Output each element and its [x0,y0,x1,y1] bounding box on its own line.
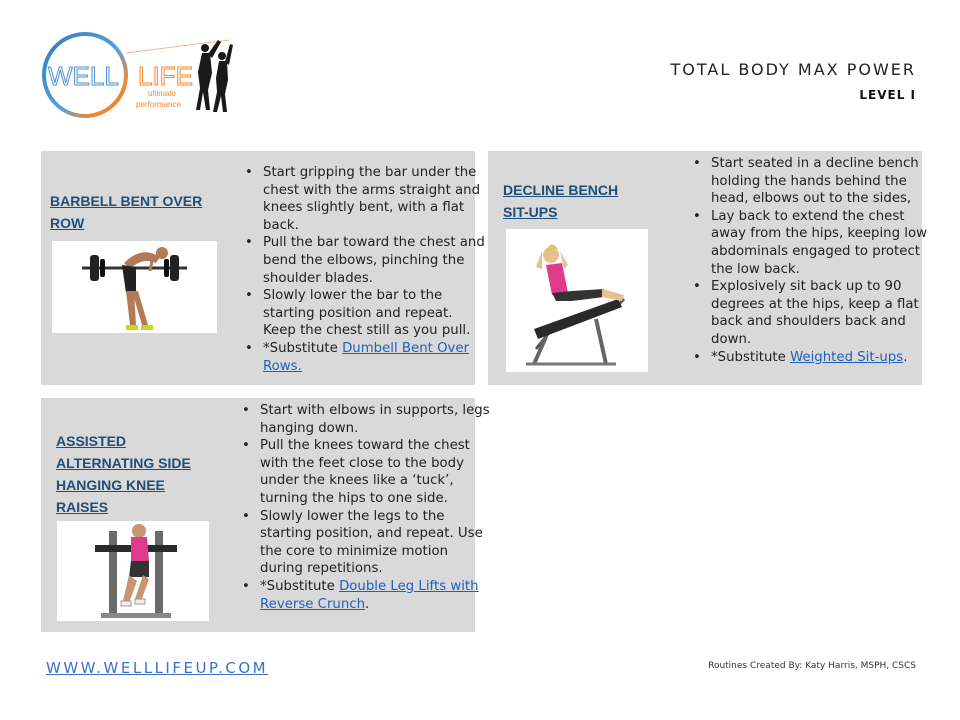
instruction-item: • Pull the bar toward the chest and bend the elbows, pinching the shoulder blades. [263,234,489,287]
page-title: TOTAL BODY MAX POWER [670,60,916,79]
logo-tagline-2: performance [136,100,181,109]
logo-word-life: LIFE [138,61,193,91]
instruction-item: • Slowly lower the bar to the starting position and repeat. Keep the chest still as you pull. [263,287,489,340]
exercise-title[interactable]: ASSISTED ALTERNATING SIDE HANGING KNEE RAISES [56,433,191,515]
substitute-item: • *Substitute Weighted Sit-ups. [711,349,935,367]
instruction-item: • Pull the knees toward the chest with the feet close to the body under the knees like a ‘tuck’, turning the hips to one side. [260,437,490,507]
welllife-logo [40,28,240,123]
exercise-title[interactable]: BARBELL BENT OVER ROW [50,193,203,231]
author-credit: Routines Created By: Katy Harris, MSPH, CSCS [708,661,916,671]
exercise-photo-decline-situps [506,229,648,372]
instruction-item: • Explosively sit back up to 90 degrees at the hips, keep a flat back and shoulders back and down. [711,278,935,348]
exercise-photo-barbell-row [52,241,217,333]
substitute-link[interactable]: Weighted Sit-ups [790,349,904,365]
instruction-item: • Start gripping the bar under the chest with the arms straight and knees slightly bent, with a flat back. [263,164,489,234]
exercise-instructions [693,155,935,366]
instruction-item: • Slowly lower the legs to the starting position, and repeat. Use the core to minimize motion during repetitions. [260,508,490,578]
logo-word-well: WELL [48,61,119,91]
substitute-link[interactable]: Dumbell Bent Over Rows. [263,340,470,374]
exercise-instructions [245,164,489,375]
instruction-item: • Lay back to extend the chest away from the hips, keeping low abdominals engaged to protect the low back. [711,208,935,278]
substitute-item: • *Substitute Dumbell Bent Over Rows. [263,340,489,375]
instruction-item: • Start with elbows in supports, legs hanging down. [260,402,490,437]
exercise-photo-knee-raises [57,521,209,621]
website-link[interactable]: WWW.WELLLIFEUP.COM [46,659,269,677]
substitute-item: • *Substitute Double Leg Lifts with Reverse Crunch. [260,578,490,613]
exercise-title[interactable]: DECLINE BENCH SIT-UPS [503,182,619,220]
exercise-card-decline-situps [488,151,927,385]
level-label: LEVEL I [859,88,916,102]
instruction-item: • Start seated in a decline bench holding the hands behind the head, elbows out to the sides, [711,155,935,208]
logo-tagline-1: ultimate [148,89,177,98]
substitute-link[interactable]: Double Leg Lifts with Reverse Crunch [260,578,479,612]
exercise-instructions [242,402,490,613]
logo-graphic [40,28,240,123]
exercise-card-barbell-row [41,151,485,385]
athletes-silhouette-icon [196,40,233,112]
exercise-card-knee-raises [41,398,490,632]
